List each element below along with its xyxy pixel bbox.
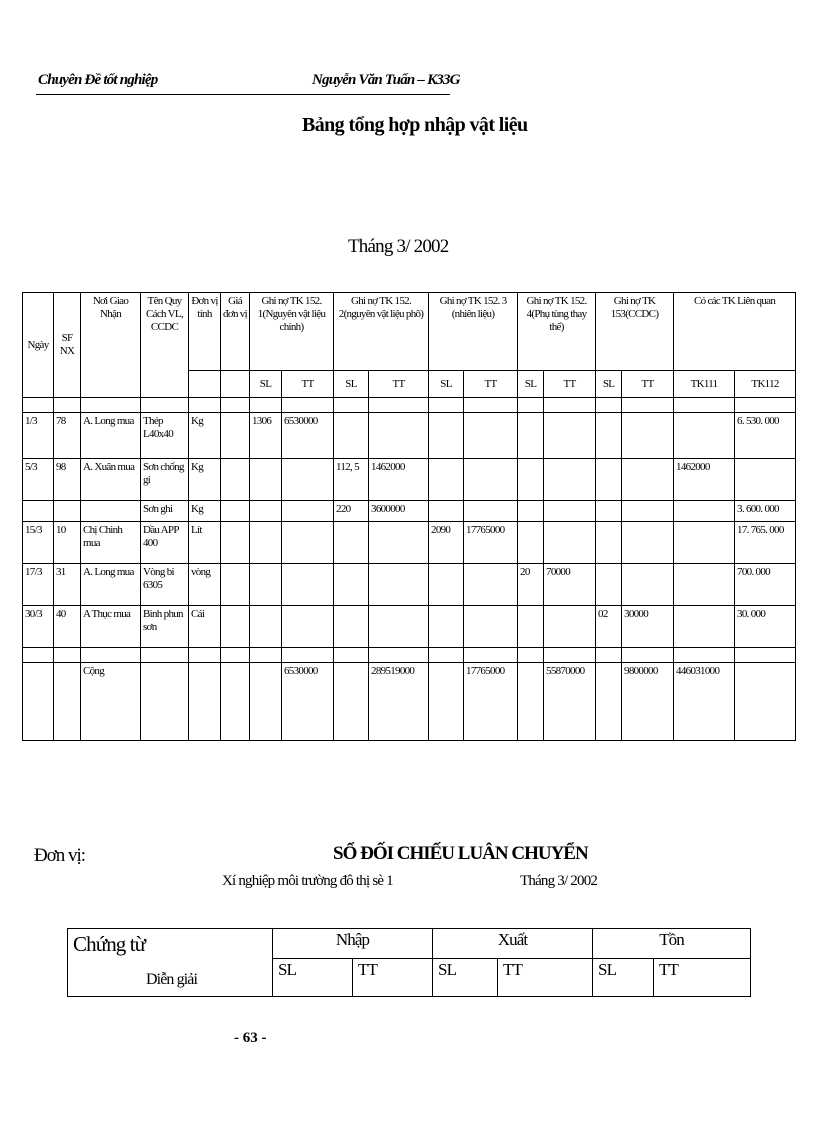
table-cell [464, 398, 518, 413]
table-cell [622, 648, 674, 663]
table-cell [23, 648, 54, 663]
table-cell: 78 [54, 413, 81, 459]
table-cell: 30. 000 [735, 606, 796, 648]
table-cell: Lít [189, 522, 221, 564]
table-cell [596, 564, 622, 606]
subcol-sl: SL [518, 371, 544, 398]
table-cell: 446031000 [674, 663, 735, 741]
table-cell [464, 648, 518, 663]
table-cell [334, 606, 369, 648]
table-cell [81, 398, 141, 413]
table-cell [54, 398, 81, 413]
table-cell [622, 564, 674, 606]
table-cell: 30000 [622, 606, 674, 648]
empty-cell [189, 371, 221, 398]
table-cell [596, 663, 622, 741]
ledger-subcol-sl: SL [273, 959, 353, 997]
table-row [23, 413, 796, 459]
header-divider [36, 94, 450, 95]
table-cell [23, 663, 54, 741]
ledger-month: Tháng 3/ 2002 [520, 873, 598, 889]
table-cell [518, 648, 544, 663]
table-cell: Cái [189, 606, 221, 648]
ledger-col-xuat: Xuất [433, 929, 593, 959]
table-cell [674, 564, 735, 606]
table-cell [544, 501, 596, 522]
subcol-tk112: TK112 [735, 371, 796, 398]
table-cell [334, 522, 369, 564]
month-label: Tháng 3/ 2002 [348, 236, 449, 257]
table-cell [369, 522, 429, 564]
table-cell [221, 606, 250, 648]
ledger-table [67, 928, 751, 997]
table-cell [464, 606, 518, 648]
table-cell [334, 413, 369, 459]
table-cell [464, 459, 518, 501]
table-cell: Sơn ghi [141, 501, 189, 522]
table-cell [429, 663, 464, 741]
table-cell: 6530000 [282, 663, 334, 741]
col-tk1524: Ghi nợ TK 152. 4(Phụ tùng thay thế) [518, 293, 596, 371]
table-cell [221, 663, 250, 741]
table-cell [596, 413, 622, 459]
table-body [23, 398, 796, 741]
ledger-col-chung-tu [68, 929, 273, 997]
total-row [23, 663, 796, 741]
col-sfnx: SF NX [54, 293, 81, 398]
table-cell [464, 564, 518, 606]
col-don-vi: Đơn vị tính [189, 293, 221, 371]
table-cell [464, 413, 518, 459]
table-cell [596, 522, 622, 564]
table-cell: Chị Chinh mua [81, 522, 141, 564]
subcol-tt: TT [464, 371, 518, 398]
table-cell [622, 398, 674, 413]
col-tk153: Ghi nợ TK 153(CCDC) [596, 293, 674, 371]
table-cell [334, 398, 369, 413]
table-cell [141, 398, 189, 413]
subcol-tt: TT [369, 371, 429, 398]
table-cell [189, 398, 221, 413]
table-cell: 02 [596, 606, 622, 648]
table-cell [54, 501, 81, 522]
table-cell [544, 459, 596, 501]
table-cell: 70000 [544, 564, 596, 606]
ledger-unit: Xí nghiệp môi trường đô thị sè 1 [222, 873, 393, 889]
table-cell: 5/3 [23, 459, 54, 501]
table-cell [250, 522, 282, 564]
table-cell [141, 648, 189, 663]
table-row [23, 459, 796, 501]
table-cell: 17765000 [464, 522, 518, 564]
table-cell: 55870000 [544, 663, 596, 741]
page-title: Bảng tổng hợp nhập vật liệu [302, 114, 528, 136]
col-tk1521: Ghi nợ TK 152. 1(Nguyên vật liệu chính) [250, 293, 334, 371]
table-cell [189, 648, 221, 663]
table-cell [189, 663, 221, 741]
table-cell: 6530000 [282, 413, 334, 459]
table-cell: 220 [334, 501, 369, 522]
table-cell [429, 501, 464, 522]
table-cell: 1306 [250, 413, 282, 459]
table-cell [429, 398, 464, 413]
table-cell: 1462000 [674, 459, 735, 501]
table-cell: 10 [54, 522, 81, 564]
table-cell [544, 648, 596, 663]
table-cell [622, 413, 674, 459]
table-cell: A Thục mua [81, 606, 141, 648]
table-cell [622, 459, 674, 501]
col-ngay: Ngày [23, 293, 54, 398]
ledger-col-nhap: Nhập [273, 929, 433, 959]
ledger-subcol-tt: TT [353, 959, 433, 997]
table-cell [334, 663, 369, 741]
ledger-subcol-sl: SL [433, 959, 498, 997]
table-cell [518, 459, 544, 501]
table-cell [282, 459, 334, 501]
table-cell [429, 564, 464, 606]
table-cell: Dầu APP 400 [141, 522, 189, 564]
table-cell [596, 398, 622, 413]
table-cell: 40 [54, 606, 81, 648]
col-related: Có các TK Liên quan [674, 293, 796, 371]
table-cell [518, 663, 544, 741]
table-cell [735, 648, 796, 663]
subcol-tt: TT [544, 371, 596, 398]
table-cell [429, 459, 464, 501]
subcol-tk111: TK111 [674, 371, 735, 398]
table-cell [369, 606, 429, 648]
table-cell: Bình phun sơn [141, 606, 189, 648]
table-cell [674, 413, 735, 459]
table-cell [544, 413, 596, 459]
table-cell [250, 501, 282, 522]
chung-tu-label: Chứng từ [73, 932, 146, 956]
table-cell [544, 398, 596, 413]
table-cell: 6. 530. 000 [735, 413, 796, 459]
table-cell [282, 522, 334, 564]
table-cell [518, 413, 544, 459]
table-cell: 30/3 [23, 606, 54, 648]
subcol-sl: SL [596, 371, 622, 398]
table-cell [23, 501, 54, 522]
ledger-subcol-tt: TT [498, 959, 593, 997]
table-cell [54, 663, 81, 741]
subcol-tt: TT [622, 371, 674, 398]
header-left: Chuyên Đề tốt nghiệp [38, 72, 158, 88]
table-cell [735, 663, 796, 741]
table-cell [735, 398, 796, 413]
table-row [23, 606, 796, 648]
table-cell: Kg [189, 501, 221, 522]
table-cell [544, 522, 596, 564]
empty-cell [221, 371, 250, 398]
table-cell [250, 663, 282, 741]
table-cell [81, 648, 141, 663]
table-cell [369, 413, 429, 459]
table-cell [596, 459, 622, 501]
table-cell [596, 648, 622, 663]
table-cell: 289519000 [369, 663, 429, 741]
table-cell: 31 [54, 564, 81, 606]
table-cell: A. Xuân mua [81, 459, 141, 501]
table-cell [282, 564, 334, 606]
table-cell [221, 522, 250, 564]
table-cell: Cộng [81, 663, 141, 741]
table-cell [735, 459, 796, 501]
table-cell [221, 398, 250, 413]
table-cell: Kg [189, 413, 221, 459]
table-row [23, 648, 796, 663]
table-cell [221, 564, 250, 606]
table-cell: A. Long mua [81, 564, 141, 606]
table-cell: Kg [189, 459, 221, 501]
table-cell: 1/3 [23, 413, 54, 459]
table-cell [464, 501, 518, 522]
table-cell [429, 648, 464, 663]
col-ten-quy-cach: Tên Quy Cách VL, CCDC [141, 293, 189, 398]
table-cell: 98 [54, 459, 81, 501]
dien-giai-label: Diễn giải [146, 971, 197, 988]
table-cell [622, 501, 674, 522]
subcol-tt: TT [282, 371, 334, 398]
table-cell [23, 398, 54, 413]
table-cell: A. Long mua [81, 413, 141, 459]
table-cell [622, 522, 674, 564]
table-cell: 3. 600. 000 [735, 501, 796, 522]
table-cell [674, 606, 735, 648]
table-cell [250, 459, 282, 501]
table-cell: 1462000 [369, 459, 429, 501]
col-tk1522: Ghi nợ TK 152. 2(nguyên vật liệu phô) [334, 293, 429, 371]
table-cell: Sơn chống gỉ [141, 459, 189, 501]
table-cell [81, 501, 141, 522]
table-cell [518, 606, 544, 648]
table-cell [369, 564, 429, 606]
ledger-subcol-tt: TT [654, 959, 751, 997]
table-cell [544, 606, 596, 648]
table-cell [674, 648, 735, 663]
table-cell [518, 501, 544, 522]
table-cell [674, 522, 735, 564]
table-row [23, 564, 796, 606]
table-cell [282, 606, 334, 648]
col-tk1523: Ghi nợ TK 152. 3 (nhiên liệu) [429, 293, 518, 371]
table-cell: 17/3 [23, 564, 54, 606]
table-cell: 20 [518, 564, 544, 606]
table-cell [282, 501, 334, 522]
col-noi-giao-nhan: Nơi Giao Nhận [81, 293, 141, 398]
ledger-title: SỔ ĐỐI CHIẾU LUÂN CHUYỂN [333, 843, 588, 864]
table-cell [250, 398, 282, 413]
table-cell: 15/3 [23, 522, 54, 564]
table-cell: 9800000 [622, 663, 674, 741]
table-cell [518, 522, 544, 564]
table-row [23, 522, 796, 564]
table-cell [596, 501, 622, 522]
table-cell [221, 648, 250, 663]
table-cell [250, 606, 282, 648]
page-number: - 63 - [234, 1030, 267, 1046]
table-cell: 3600000 [369, 501, 429, 522]
table-cell [334, 648, 369, 663]
table-cell [221, 501, 250, 522]
table-cell: 112, 5 [334, 459, 369, 501]
table-cell [221, 459, 250, 501]
table-cell [141, 663, 189, 741]
table-cell: 2090 [429, 522, 464, 564]
table-cell: 17765000 [464, 663, 518, 741]
subcol-sl: SL [250, 371, 282, 398]
table-cell: 700. 000 [735, 564, 796, 606]
col-gia: Giá đơn vị [221, 293, 250, 371]
table-cell [250, 648, 282, 663]
ledger-col-ton: Tồn [593, 929, 751, 959]
table-cell [221, 413, 250, 459]
table-row [23, 398, 796, 413]
table-cell: vòng [189, 564, 221, 606]
subcol-sl: SL [334, 371, 369, 398]
table-cell [674, 501, 735, 522]
table-cell [429, 413, 464, 459]
table-cell: 17. 765. 000 [735, 522, 796, 564]
table-cell [334, 564, 369, 606]
table-cell [282, 398, 334, 413]
material-summary-table [22, 292, 796, 741]
ledger-subcol-sl: SL [593, 959, 654, 997]
table-cell [369, 648, 429, 663]
don-vi-label: Đơn vị: [34, 845, 86, 866]
subcol-sl: SL [429, 371, 464, 398]
table-row [23, 501, 796, 522]
table-cell [518, 398, 544, 413]
header-right: Nguyễn Văn Tuấn – K33G [312, 72, 460, 88]
table-cell [429, 606, 464, 648]
table-cell [250, 564, 282, 606]
table-cell: Thép L40x40 [141, 413, 189, 459]
table-cell [54, 648, 81, 663]
table-cell [674, 398, 735, 413]
table-cell [282, 648, 334, 663]
table-cell: Vòng bi 6305 [141, 564, 189, 606]
table-cell [369, 398, 429, 413]
